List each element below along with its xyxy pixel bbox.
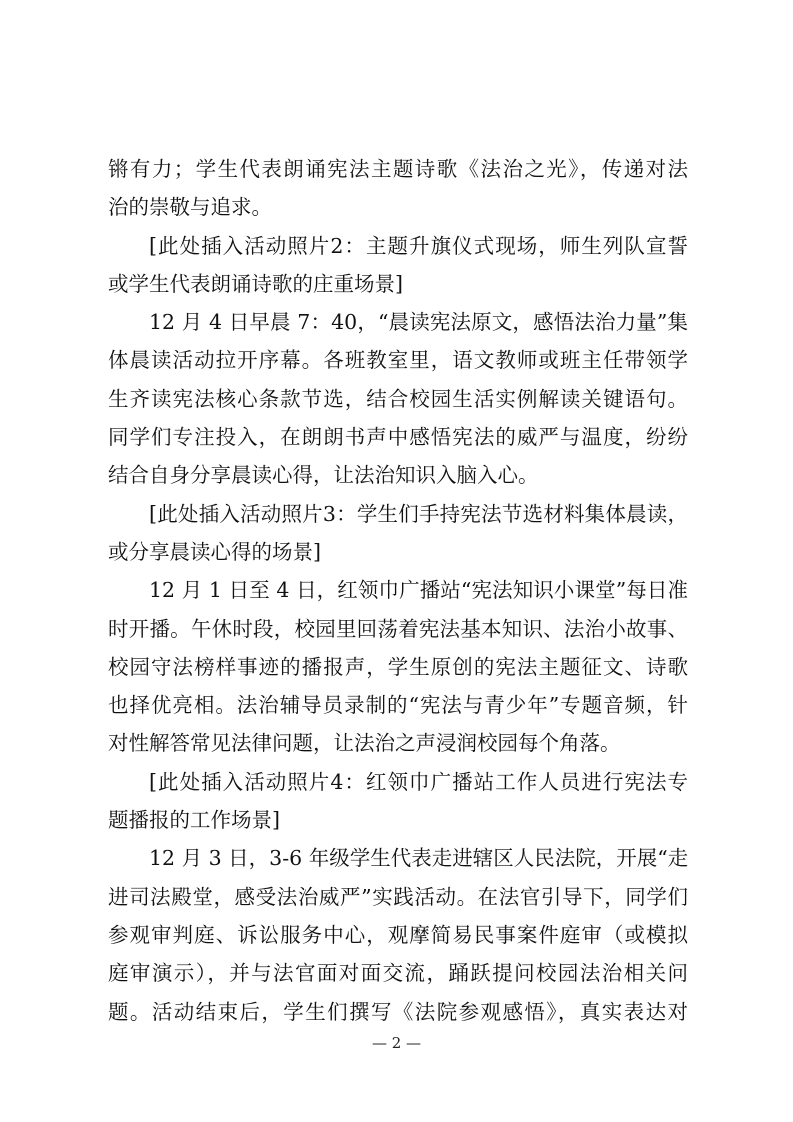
text-line: 治的崇敬与追求。	[108, 195, 272, 220]
text-line: 12 月 4 日早晨 7：40，“晨读宪法原文，感悟法治力量”集	[149, 310, 688, 335]
page-number: — 2 —	[371, 1034, 422, 1052]
text-line: 结合自身分享晨读心得，让法治知识入脑入心。	[108, 463, 539, 488]
text-line: 校园守法榜样事迹的播报声，学生原创的宪法主题征文、诗歌	[108, 654, 688, 679]
text-line: 题。活动结束后，学生们撰写《法院参观感悟》，真实表达对	[108, 999, 688, 1024]
text-line: 庭审演示），并与法官面对面交流，踊跃提问校园法治相关问	[108, 961, 688, 986]
text-line: 生齐读宪法核心条款节选，结合校园生活实例解读关键语句。	[108, 386, 688, 411]
document-body	[108, 150, 688, 1031]
text-line: 进司法殿堂，感受法治威严”实践活动。在法官引导下，同学们	[108, 884, 688, 909]
text-line: 12 月 3 日，3-6 年级学生代表走进辖区人民法院，开展“走	[149, 846, 689, 871]
text-line: 体晨读活动拉开序幕。各班教室里，语文教师或班主任带领学	[108, 348, 688, 373]
text-line: 题播报的工作场景]	[108, 808, 280, 833]
text-line: 参观审判庭、诉讼服务中心，观摩简易民事案件庭审（或模拟	[108, 922, 688, 947]
text-line: [此处插入活动照片2：主题升旗仪式现场，师生列队宣誓	[149, 233, 688, 258]
text-line: 同学们专注投入，在朗朗书声中感悟宪法的威严与温度，纷纷	[108, 425, 688, 450]
text-line: 也择优亮相。法治辅导员录制的“宪法与青少年”专题音频，针	[108, 693, 688, 718]
text-line: [此处插入活动照片3：学生们手持宪法节选材料集体晨读，	[149, 501, 688, 526]
text-line: 锵有力；学生代表朗诵宪法主题诗歌《法治之光》，传递对法	[108, 157, 688, 181]
text-line: [此处插入活动照片4：红领巾广播站工作人员进行宪法专	[149, 769, 688, 794]
text-line: 或学生代表朗诵诗歌的庄重场景]	[108, 271, 403, 296]
text-line: 对性解答常见法律问题，让法治之声浸润校园每个角落。	[108, 731, 621, 756]
text-line: 12 月 1 日至 4 日，红领巾广播站“宪法知识小课堂”每日准	[149, 578, 688, 603]
text-line: 或分享晨读心得的场景]	[108, 539, 321, 564]
text-line: 时开播。午休时段，校园里回荡着宪法基本知识、法治小故事、	[108, 616, 688, 641]
